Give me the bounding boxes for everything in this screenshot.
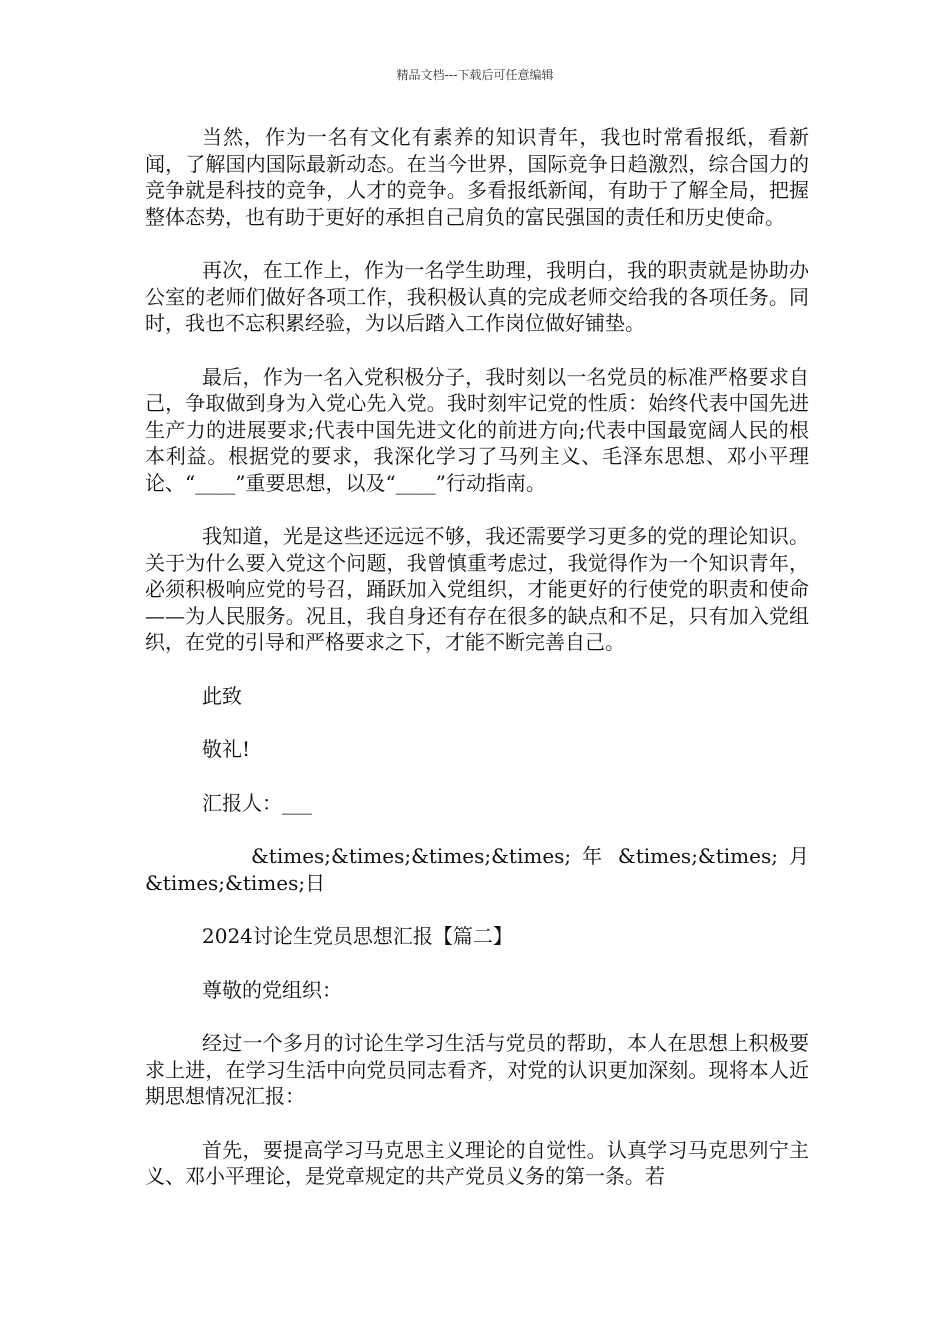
date-line: &times;&times;&times;&times; 年 &times;&times; 月 &times;&times;日 [145,844,809,895]
paragraph-party-activist: 最后，作为一名入党积极分子，我时刻以一名党员的标准严格要求自己，争取做到身为入党心先入党。我时刻牢记党的性质：始终代表中国先进生产力的进展要求;代表中国先进文化的前进方向;代表中国最宽阔人民的根本利益。根据党的要求，我深化学习了马列主义、毛泽东思想、邓小平理论、“____”重要思想，以及“____”行动指南。 [145,364,809,495]
paragraph-work: 再次，在工作上，作为一名学生助理，我明白，我的职责就是协助办公室的老师们做好各项工作，我积极认真的完成老师交给我的各项任务。同时，我也不忘积累经验，为以后踏入工作岗位做好铺垫。 [145,258,809,335]
paragraph-intro: 经过一个多月的讨论生学习生活与党员的帮助，本人在思想上积极要求上进，在学习生活中向党员同志看齐，对党的认识更加深刻。现将本人近期思想情况汇报： [145,1031,809,1108]
page-header: 精品文档---下载后可任意编辑 [396,68,554,82]
salutation: 尊敬的党组织： [202,977,342,1002]
closing-line-2: 敬礼! [202,737,251,761]
paragraph-theory: 我知道，光是这些还远远不够，我还需要学习更多的党的理论知识。关于为什么要入党这个问题，我曾慎重考虑过，我觉得作为一个知识青年，必须积极响应党的号召，踊跃加入党组织，才能更好的行使党的职责和使命——为人民服务。况且，我自身还有存在很多的缺点和不足，只有加入党组织，在党的引导和严格要求之下，才能不断完善自己。 [145,524,809,654]
section-title: 2024讨论生党员思想汇报【篇二】 [202,924,513,948]
reporter-line: 汇报人：___ [202,790,312,815]
paragraph-first: 首先，要提高学习马克思主义理论的自觉性。认真学习马克思列宁主义、邓小平理论，是党章规定的共产党员义务的第一条。若 [145,1137,809,1188]
closing-line-1: 此致 [202,683,242,708]
document-body [145,124,809,1217]
paragraph-news: 当然，作为一名有文化有素养的知识青年，我也时常看报纸，看新闻，了解国内国际最新动态。在当今世界，国际竞争日趋激烈，综合国力的竞争就是科技的竞争，人才的竞争。多看报纸新闻，有助于了解全局，把握整体态势，也有助于更好的承担自己肩负的富民强国的责任和历史使命。 [145,125,809,229]
